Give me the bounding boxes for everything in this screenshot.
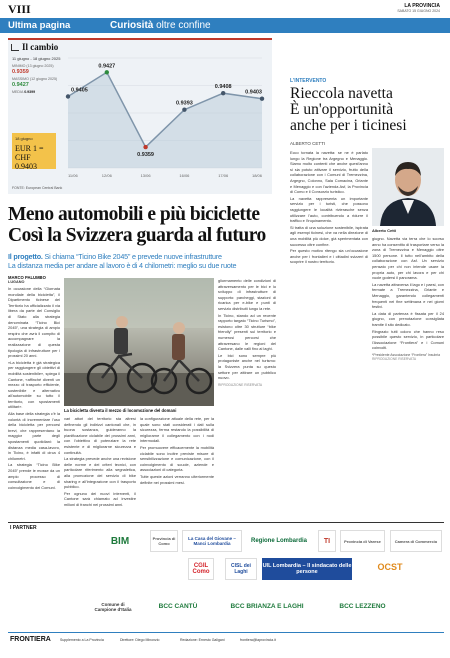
footer-editor: Redazione: Ernesto Galigani <box>180 638 225 642</box>
article-column-3 <box>64 416 136 509</box>
data-point <box>105 70 109 74</box>
partner-logo-bim: BIM <box>110 535 130 547</box>
partner-logo-provincia-varese: Provincia di Varese <box>340 530 385 552</box>
chart-icon <box>11 44 19 51</box>
side-column-b <box>372 236 444 361</box>
article-column-5 <box>218 278 276 387</box>
series-area <box>68 72 262 168</box>
side-b-p1: giugno. Navetta via terra che lo scorso anno ha consentito di trasportare verso la zona di Tremezzina e Menaggio oltre 1500 persone. Il tutto nell'ambito della collaborazione con Asf. Un servizio pensato per chi non intende usare la propria auto, per chi lavora e per chi vuole godersi il panorama. <box>372 236 444 281</box>
lead-line-1: Si chiama “Ticino Bike 2045” e prevede nuove infrastrutture <box>42 252 222 261</box>
col4-p1: la configurazione attuale della rete, per la quale sono stati considerati i dati sulla sicurezza, ferma restando la possibilità di migliorarne il collegamento con i nodi intermodali. <box>140 416 214 444</box>
side-label: L'INTERVENTO <box>290 78 327 84</box>
side-a-p3: Si tratta di una soluzione sostenibile, ispirata agli esempi ticinesi, che va nella direzione di una mobilità più dolce, già sperimentata con successo oltre confine. <box>290 224 368 247</box>
col3-p1: vari attori del territorio sta altresì definendo gli indirizzi cantonali che, in buona sostanza, guideranno la pianificazione ciclabile dei prossimi anni, con l'obiettivo di potenziare la rete esistente e di migliorarne sicurezza e continuità. <box>64 416 136 455</box>
side-column-a <box>290 150 368 266</box>
max-value: 0.9427 <box>12 82 29 88</box>
x-tick-label: 11/06 <box>68 173 78 178</box>
photo-caption <box>64 408 214 413</box>
exchange-title: Il cambio <box>22 42 59 52</box>
partner-logo-uil: UIL Lombardia – Il sindacato delle persone <box>262 558 352 580</box>
exchange-box <box>8 38 272 194</box>
kicker: Il progetto. <box>8 252 43 261</box>
partner-logo-camera-commercio: Camera di Commercio <box>390 530 442 552</box>
portrait-caption: Alberto Cetti <box>372 228 396 233</box>
rate-box <box>12 133 56 169</box>
col5-p2: In Ticino, stando ad un recente rapporto targato “Ticino Turismo”, esistono oltre 30 strutture “bike friendly” presenti sul territorio e numerosi percorsi che attraversano le regioni del Cantone, dalle valli fino ai laghi. <box>218 312 276 352</box>
main-credit: RIPRODUZIONE RISERVATA <box>218 382 263 387</box>
subsection-light: oltre confine <box>156 20 211 31</box>
partner-logo-campione: Comune di Campione d'Italia <box>94 602 132 612</box>
photo-caption-text: La bicicletta diventa il mezzo di locomozione del domani <box>64 408 177 413</box>
side-b-p3: La data di partenza è fissata per il 24 giugno, con prenotazione consigliata tramite il sito dedicato. <box>372 310 444 327</box>
col4-p2: Per promuovere efficacemente la mobilità ciclabile sono inoltre previste misure di sensibilizzazione e comunicazione, con il coinvolgimento di scuole, aziende e associazioni di categoria. <box>140 444 214 473</box>
side-title-1: Rieccola navetta <box>290 85 393 102</box>
footer-bar <box>8 632 444 633</box>
data-label: 0.9359 <box>137 152 155 159</box>
source-note: FONTE: European Central Bank <box>12 186 63 190</box>
rate-line2: CHF 0.9403 <box>15 153 37 171</box>
col5-p3: Le bici sono sempre più protagoniste anche nel turismo: la Svizzera punta su questo settore per attirare un pubblico nuovo. <box>218 352 276 381</box>
footer-email: frontiera@laprovincia.it <box>240 638 276 642</box>
footer-supplement: Supplemento a La Provincia <box>60 638 104 642</box>
article-column-4 <box>140 416 214 486</box>
partner-logo-regione-lombardia: Regione Lombardia <box>250 538 307 544</box>
partners-label: I PARTNER <box>10 525 37 531</box>
data-point <box>143 145 147 149</box>
x-tick-label: 13/06 <box>140 173 151 178</box>
side-title-2: È un'opportunità <box>290 101 394 118</box>
bike-photo <box>64 278 214 406</box>
data-label: 0.9408 <box>214 84 232 91</box>
partner-logo-bcc-brianza: BCC BRIANZA E LAGHI <box>230 602 304 610</box>
x-tick-label: 18/06 <box>251 173 262 178</box>
lead <box>8 252 276 270</box>
data-label: 0.9427 <box>98 63 116 70</box>
lead-line-2: La distanza media per andare al lavoro è di 4 chilometri: meglio su due ruote <box>8 261 237 270</box>
cyclists-illustration <box>64 278 214 406</box>
x-tick-label: 12/06 <box>101 173 112 178</box>
side-a-p1: Ecco tornata la navetta: se ne è parlato lungo la Regione tra Argegno e Menaggio. Siamo molto contenti che anche quest'anno si sia potuto attivare il servizio, frutto della collaborazione con i Comuni di Tremezzina, Argegno, Colonno, Sala Comacina, Griante e Menaggio e con l'azienda Asf, la Provincia di Como e il Consorzio turistico. <box>290 150 368 195</box>
data-point <box>260 97 264 101</box>
rate-line1: EUR 1 = <box>15 144 44 153</box>
data-label: 0.9393 <box>175 100 193 107</box>
col1-p1: In occasione della “Giornata mondiale della bicicletta”, il Dipartimento ticinese del Territorio ha ufficializzato il via libera da parte del Consiglio di Stato alla strategia denominata “Ticino Bici 2045”, una strategia di ampio respiro che avrà il compito di accompagnare la realizzazione di questa tipologia di infrastrutture per i prossimi 20 anni. <box>8 286 60 359</box>
partner-logo-provincia-como: Provincia di Como <box>150 530 178 552</box>
col1-p4: La strategia “Ticino Bike 2045” prende le mosse da un ampio processo di consultazione e di coinvolgimento dei Comuni. <box>8 462 60 490</box>
subsection <box>110 18 211 33</box>
max-label: MASSIMO (12 giugno 2025) <box>12 77 58 81</box>
subsection-bold: Curiosità <box>110 20 154 31</box>
col3-p2: La strategia prevede anche una revisione delle norme e dei criteri tecnici, con particolare riferimento alla segnaletica, alla promozione del servizio di bike sharing e all'integrazione con il trasporto pubblico. <box>64 456 136 490</box>
col1-p2: «La bicicletta è già strategica per raggiungere gli obiettivi di mobilità sostenibile», spiega il Cantone, «affinché diventi un mezzo di trasporto efficiente, sostenibile e alternativo all'automobile su tutto il territorio, con spostamenti utilitari». <box>8 359 60 410</box>
section-title: Ultima pagina <box>8 20 71 31</box>
main-headline-2: Così la Svizzera guarda al futuro <box>8 225 266 246</box>
page-number: VIII <box>8 2 31 16</box>
partner-logo-bcc-lezzeno: BCC LEZZENO <box>339 602 386 610</box>
partner-logo-bcc-cantu: BCC CANTÙ <box>158 602 198 610</box>
side-a-p4: Per questo motivo ritengo sia un'occasione anche per i frontalieri e i cittadini svizzeri di scoprire il nostro territorio. <box>290 248 368 265</box>
partner-logo-cisl: CISL dei Laghi <box>225 558 257 580</box>
min-value: 0.9359 <box>12 69 29 75</box>
data-point <box>221 91 225 95</box>
avg-label <box>12 90 35 94</box>
side-credit: RIPRODUZIONE RISERVATA <box>372 356 417 361</box>
rate-date: 18 giugno <box>15 136 33 141</box>
footer-director: Direttore: Diego Minonzio <box>120 638 160 642</box>
avg-value: 0.9399 <box>24 90 36 94</box>
partner-logo-manci: La Casa del Giovane – Manci Lombardia <box>182 530 242 552</box>
partners-divider <box>8 522 444 523</box>
footer-brand: FRONTIERA <box>10 636 51 643</box>
col3-p3: Per ognuno dei nuovi interventi, il Cantone sarà chiamato ad investire milioni di franchi nei prossimi anni. <box>64 490 136 507</box>
side-title-3: anche per i ticinesi <box>290 117 407 134</box>
section-bar <box>0 18 450 33</box>
min-label: MINIMO (13 giugno 2025) <box>12 64 54 68</box>
col5-p1: gliormamento delle condizioni di attraversamento per le bici e lo sviluppo di infrastrutture di supporto: parcheggi, stazioni di ricarica per e-bike e punti di servizio distribuiti lungo la rete. <box>218 278 276 311</box>
x-tick-label: 17/06 <box>218 173 229 178</box>
data-label: 0.9405 <box>71 87 88 94</box>
col1-p3: Alla base della strategia c'è la volontà di incrementare l'uso della bicicletta per percorsi brevi, che rappresentano la maggior parte degli spostamenti quotidiani: la distanza media casa-lavoro, in Ticino, è infatti di circa 4 chilometri. <box>8 411 60 461</box>
data-point <box>182 108 186 112</box>
exchange-range: 11 giugno - 18 giugno 2025 <box>12 56 61 61</box>
article-column-1 <box>8 275 60 491</box>
exchange-chart <box>62 46 268 186</box>
partner-logo-ocst: OCST <box>377 562 403 572</box>
data-label: 0.9403 <box>245 89 262 96</box>
partner-logo-ti: TI <box>318 530 336 552</box>
avg-label-text: MEDIA <box>12 90 24 94</box>
paper-name: LA PROVINCIA <box>404 3 440 9</box>
side-author: ALBERTO CETTI <box>290 141 326 146</box>
author: MARCO PALUMBO <box>8 275 46 280</box>
partner-logo-cgil: CGIL Como <box>188 558 214 580</box>
side-signature: *Presidente Associazione “Frontiera” Insubria <box>372 352 441 357</box>
side-b-p4: Ringrazio tutti coloro che hanno reso possibile questo servizio, in particolare l'Associazione “Frontiera” e i Comuni coinvolti. <box>372 328 444 351</box>
place: LUGANO <box>8 280 25 284</box>
main-headline-1: Meno automobili e più biciclette <box>8 204 260 225</box>
portrait-illustration <box>372 148 444 226</box>
portrait-photo <box>372 148 444 226</box>
paper-date: SABATO 15 GIUGNO 2024 <box>397 9 440 13</box>
x-tick-label: 16/06 <box>179 173 190 178</box>
side-title <box>290 86 407 134</box>
side-a-p2: La navetta rappresenta un importante servizio per i turisti, che possono raggiungere le località rivierasche senza utilizzare l'auto, contribuendo a ridurre il traffico e l'inquinamento. <box>290 195 368 224</box>
col4-p3: Tutte queste azioni verranno ulteriormente definite nei prossimi mesi. <box>140 473 214 485</box>
side-b-p2: La navetta attraversa il lago e i paesi, con fermate a Tremezzina, Griante e Menaggio, garantendo collegamenti frequenti nei fine settimana e nei giorni festivi. <box>372 281 444 310</box>
data-point <box>66 94 70 98</box>
